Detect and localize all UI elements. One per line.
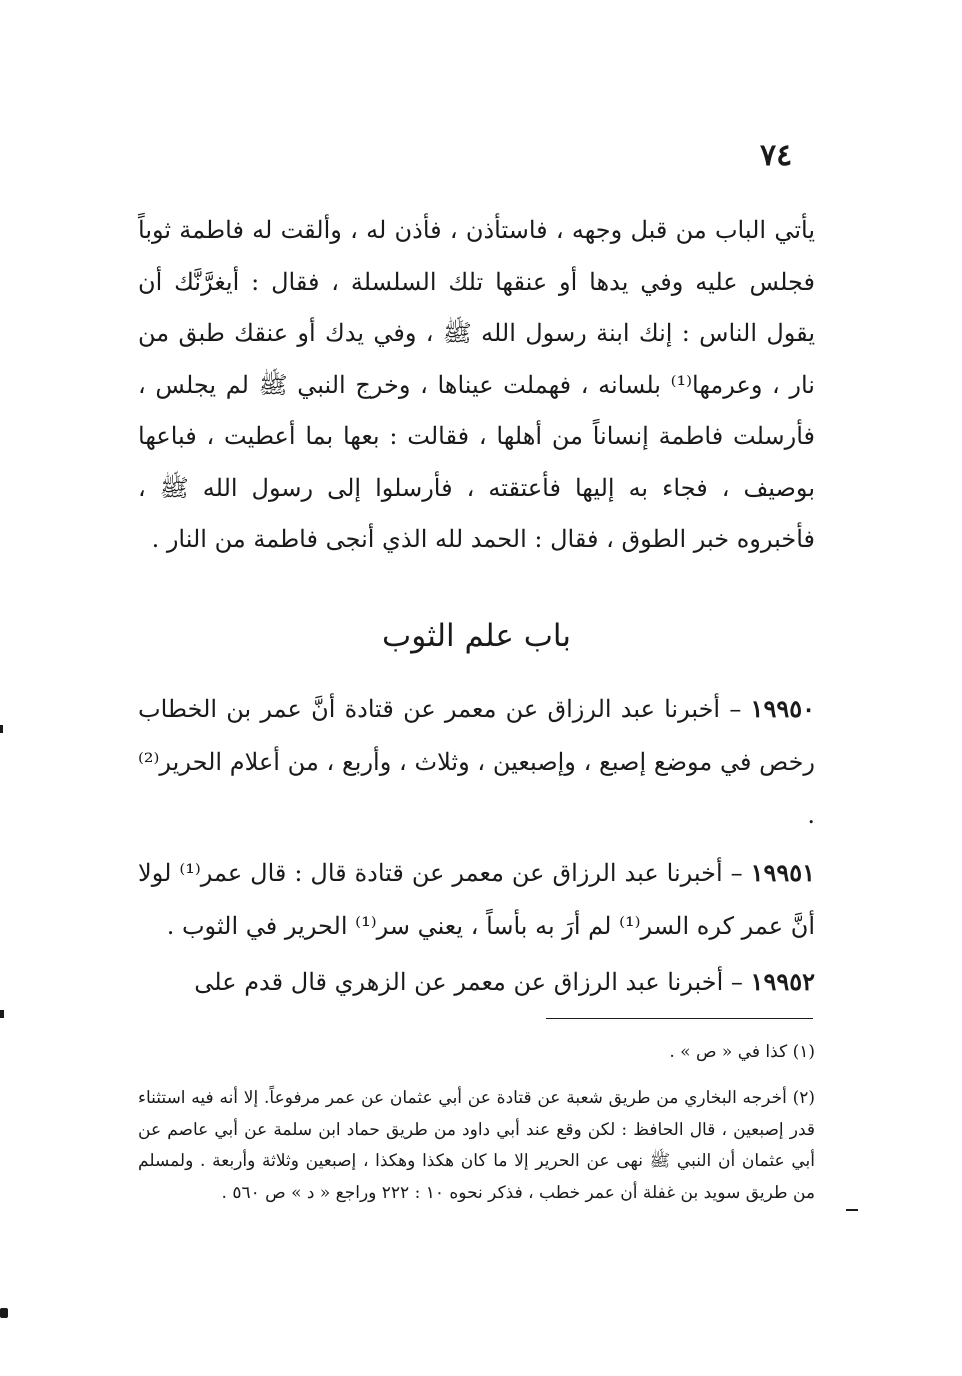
hadith-text: أخبرنا عبد الرزاق عن معمر عن قتادة أنَّ عمر بن الخطاب رخص في موضع إصبع ، وإصبعين ، وثلاث ، وأربع ، من أعلام الحرير⁽²⁾ .: [138, 695, 815, 829]
hadith-19952: [138, 955, 815, 1009]
hadith-dash: –: [730, 968, 743, 996]
scan-margin-mark: [0, 725, 3, 733]
footnote-separator: [546, 1018, 813, 1019]
scan-margin-mark: [0, 1010, 4, 1018]
hadith-19950: [138, 682, 815, 842]
hadith-19951: [138, 846, 815, 953]
scan-margin-mark: [0, 1308, 8, 1318]
hadith-number: ١٩٩٥٢: [750, 967, 815, 996]
intro-paragraph: يأتي الباب من قبل وجهه ، فاستأذن ، فأذن له ، وألقت له فاطمة ثوباً فجلس عليه وفي يدها أو عنقها تلك السلسلة ، فقال : أيغرَّنَّك أن يقول الناس : إنك ابنة رسول الله ﷺ ، وفي يدك أو عنقك طبق من نار ، وعرمها⁽¹⁾ بلسانه ، فهملت عيناها ، وخرج النبي ﷺ لم يجلس ، فأرسلت فاطمة إنساناً من أهلها ، فقالت : بعها بما أعطيت ، فباعها بوصيف ، فجاء به إليها فأعتقته ، فأرسلوا إلى رسول الله ﷺ ، فأخبروه خبر الطوق ، فقال : الحمد لله الذي أنجى فاطمة من النار .: [138, 216, 815, 553]
section-heading: باب علم الثوب: [382, 618, 571, 654]
footnote-1: (١) كذا في « ص » .: [669, 1042, 815, 1062]
hadith-dash: –: [730, 859, 743, 887]
hadith-text: أخبرنا عبد الرزاق عن معمر عن قتادة قال : قال عمر⁽¹⁾ لولا أنَّ عمر كره السر⁽¹⁾ لم أرَ به بأساً ، يعني سر⁽¹⁾ الحرير في الثوب .: [138, 859, 815, 940]
hadith-number: ١٩٩٥١: [750, 858, 816, 887]
hadith-dash: –: [729, 695, 742, 723]
hadith-number: ١٩٩٥٠: [750, 694, 815, 723]
page-number: ٧٤: [760, 138, 793, 173]
scan-margin-mark: [846, 1209, 858, 1211]
hadith-text: أخبرنا عبد الرزاق عن معمر عن الزهري قال قدم على: [194, 968, 724, 996]
footnote-2: (٢) أخرجه البخاري من طريق شعبة عن قتادة عن أبي عثمان عن عمر مرفوعاً. إلا أنه فيه استثناء قدر إصبعين ، قال الحافظ : لكن وقع عند أبي داود من طريق حماد ابن سلمة عن أبي عاصم عن أبي عثمان أن النبي ﷺ نهى عن الحرير إلا ما كان هكذا وهكذا ، إصبعين وثلاثة وأربعة . ولمسلم من طريق سويد بن غفلة أن عمر خطب ، فذكر نحوه ١٠ : ٢٢٢ وراجع « د » ص ٥٦٠ .: [138, 1088, 815, 1203]
